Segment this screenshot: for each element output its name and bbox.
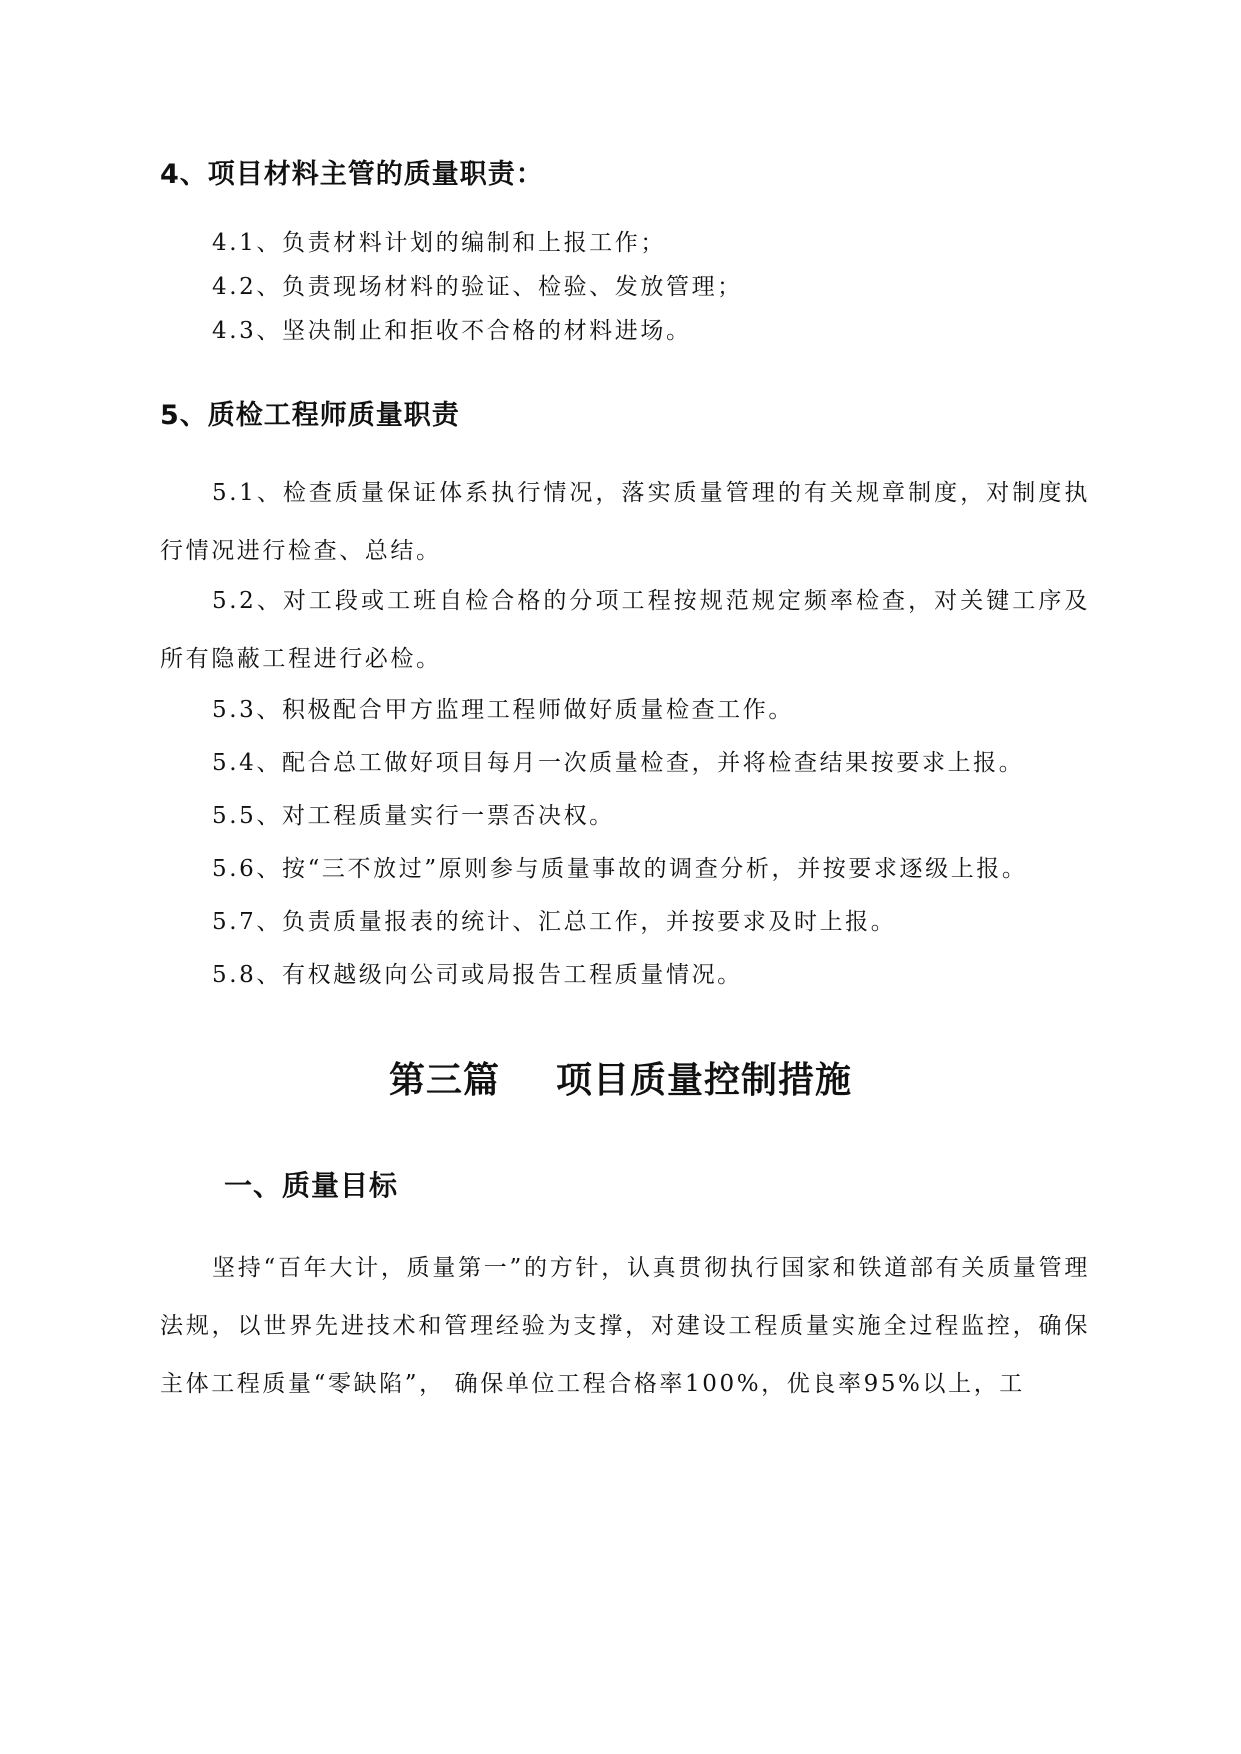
item-5-5: 5.5、对工程质量实行一票否决权。 — [212, 803, 615, 829]
item-5-1 — [160, 464, 1090, 580]
item-5-2-text: 5.2、对工段或工班自检合格的分项工程按规范规定频率检查，对关键工序及所有隐蔽工程进行必检。 — [160, 588, 1090, 672]
item-4-1: 4.1、负责材料计划的编制和上报工作； — [212, 230, 666, 256]
section-4-heading: 4、项目材料主管的质量职责： — [160, 159, 544, 190]
part-3-title — [0, 1052, 1241, 1103]
item-5-2 — [160, 572, 1090, 688]
quality-goal-heading: 一、质量目标 — [224, 1169, 399, 1202]
item-5-3: 5.3、积极配合甲方监理工程师做好质量检查工作。 — [212, 697, 794, 723]
section-5-heading: 5、质检工程师质量职责 — [160, 400, 460, 431]
item-4-2: 4.2、负责现场材料的验证、检验、发放管理； — [212, 274, 743, 300]
item-4-3: 4.3、坚决制止和拒收不合格的材料进场。 — [212, 318, 692, 344]
quality-goal-text: 坚持“百年大计，质量第一”的方针，认真贯彻执行国家和铁道部有关质量管理法规，以世界先进技术和管理经验为支撑，对建设工程质量实施全过程监控，确保主体工程质量“零缺陷”， 确保单位工程合格率100%，优良率95%以上，工 — [160, 1255, 1090, 1397]
item-5-6: 5.6、按“三不放过”原则参与质量事故的调查分析，并按要求逐级上报。 — [212, 856, 1028, 882]
part-3-name: 项目质量控制措施 — [556, 1060, 853, 1101]
quality-goal-paragraph — [160, 1239, 1090, 1413]
part-3-number: 第三篇 — [388, 1060, 500, 1101]
item-5-4: 5.4、配合总工做好项目每月一次质量检查，并将检查结果按要求上报。 — [212, 750, 1025, 776]
item-5-7: 5.7、负责质量报表的统计、汇总工作，并按要求及时上报。 — [212, 909, 897, 935]
item-5-8: 5.8、有权越级向公司或局报告工程质量情况。 — [212, 962, 743, 988]
item-5-1-text: 5.1、检查质量保证体系执行情况，落实质量管理的有关规章制度，对制度执行情况进行检查、总结。 — [160, 480, 1090, 564]
